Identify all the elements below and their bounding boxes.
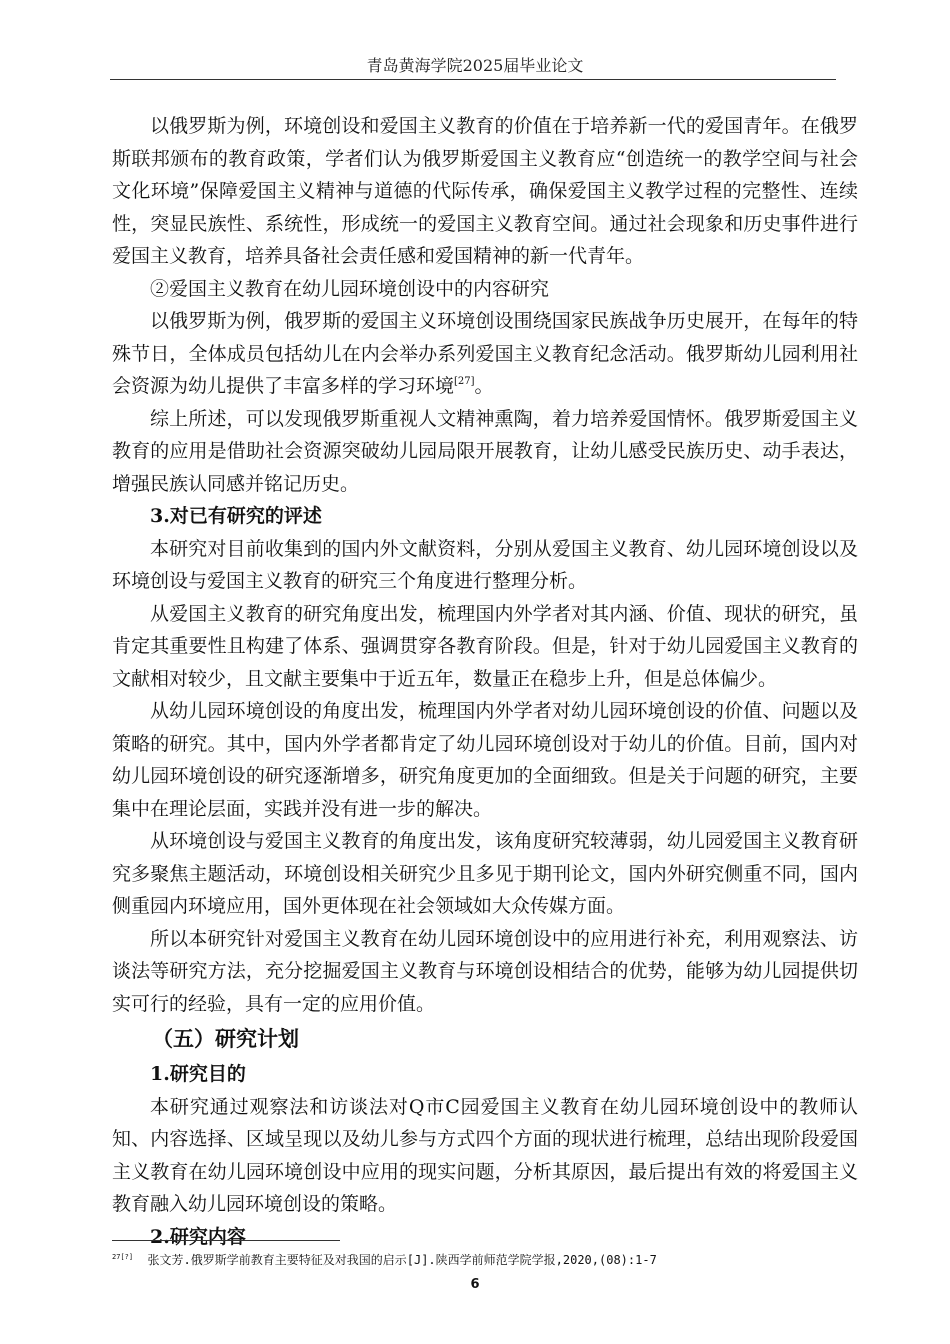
section-heading-plan: （五）研究计划 xyxy=(152,1026,299,1051)
paragraph-tail: 。 xyxy=(474,375,494,397)
paragraph-review-patriotic: 从爱国主义教育的研究角度出发，梳理国内外学者对其内涵、价值、现状的研究，虽肯定其重要性且构建了体系、强调贯穿各教育阶段。但是，针对于幼儿园爱国主义教育的文献相对较少，且文献主要集中于近五年，数量正在稳步上升，但是总体偏少。 xyxy=(112,602,858,690)
page-header: 青岛黄海学院2025届毕业论文 xyxy=(366,56,584,75)
citation-mark: [27] xyxy=(454,376,475,387)
paragraph-review-conclusion: 所以本研究针对爱国主义教育在幼儿园环境创设中的应用进行补充，利用观察法、访谈法等研究方法，充分挖掘爱国主义教育与环境创设相结合的优势，能够为幼儿园提供切实可行的经验，具有一定的应用价值。 xyxy=(112,927,858,1015)
paragraph-summary: 综上所述，可以发现俄罗斯重视人文精神熏陶，着力培养爱国情怀。俄罗斯爱国主义教育的应用是借助社会资源突破幼儿园局限开展教育，让幼儿感受民族历史、动手表达，增强民族认同感并铭记历史。 xyxy=(112,407,858,495)
heading-review: 3.对已有研究的评述 xyxy=(150,505,322,527)
header-divider xyxy=(110,79,836,80)
page-number: 6 xyxy=(470,1277,480,1292)
paragraph-content-research-title: ②爱国主义教育在幼儿园环境创设中的内容研究 xyxy=(150,277,550,300)
footnote-divider xyxy=(112,1240,340,1241)
paragraph-russia-content xyxy=(112,305,858,403)
paragraph-text: 以俄罗斯为例，俄罗斯的爱国主义环境创设围绕国家民族战争历史展开，在每年的特殊节日，全体成员包括幼儿在内会举办系列爱国主义教育纪念活动。俄罗斯幼儿园利用社会资源为幼儿提供了丰富多样的学习环境 xyxy=(112,310,858,397)
body-text xyxy=(112,110,858,1253)
heading-purpose: 1.研究目的 xyxy=(150,1063,246,1085)
paragraph-purpose: 本研究通过观察法和访谈法对Q市C园爱国主义教育在幼儿园环境创设中的教师认知、内容选择、区域呈现以及幼儿参与方式四个方面的现状进行梳理，总结出现阶段爱国主义教育在幼儿园环境创设中应用的现实问题，分析其原因，最后提出有效的将爱国主义教育融入幼儿园环境创设的策略。 xyxy=(112,1095,858,1215)
footnote xyxy=(112,1252,872,1268)
paragraph-review-combined: 从环境创设与爱国主义教育的角度出发，该角度研究较薄弱，幼儿园爱国主义教育研究多聚焦主题活动，环境创设相关研究少且多见于期刊论文，国内外研究侧重不同，国内侧重园内环境应用，国外更体现在社会领域如大众传媒方面。 xyxy=(112,830,858,917)
paragraph-review-intro: 本研究对目前收集到的国内外文献资料，分别从爱国主义教育、幼儿园环境创设以及环境创设与爱国主义教育的研究三个角度进行整理分析。 xyxy=(112,537,858,592)
heading-content: 2.研究内容 xyxy=(150,1225,246,1248)
paragraph-russia-value: 以俄罗斯为例，环境创设和爱国主义教育的价值在于培养新一代的爱国青年。在俄罗斯联邦颁布的教育政策，学者们认为俄罗斯爱国主义教育应“创造统一的教学空间与社会文化环境”保障爱国主义精神与道德的代际传承，确保爱国主义教学过程的完整性、连续性，突显民族性、系统性，形成统一的爱国主义教育空间。通过社会现象和历史事件进行爱国主义教育，培养具备社会责任感和爱国精神的新一代青年。 xyxy=(112,115,858,267)
footnote-mark: 27[?] xyxy=(112,1253,134,1261)
footnote-text: 张文芳.俄罗斯学前教育主要特征及对我国的启示[J].陕西学前师范学院学报,2020,(08):1-7 xyxy=(147,1253,657,1267)
paragraph-review-environment: 从幼儿园环境创设的角度出发，梳理国内外学者对幼儿园环境创设的价值、问题以及策略的研究。其中，国内外学者都肯定了幼儿园环境创设对于幼儿的价值。目前，国内对幼儿园环境创设的研究逐渐增多，研究角度更加的全面细致。但是关于问题的研究，主要集中在理论层面，实践并没有进一步的解决。 xyxy=(112,700,858,820)
